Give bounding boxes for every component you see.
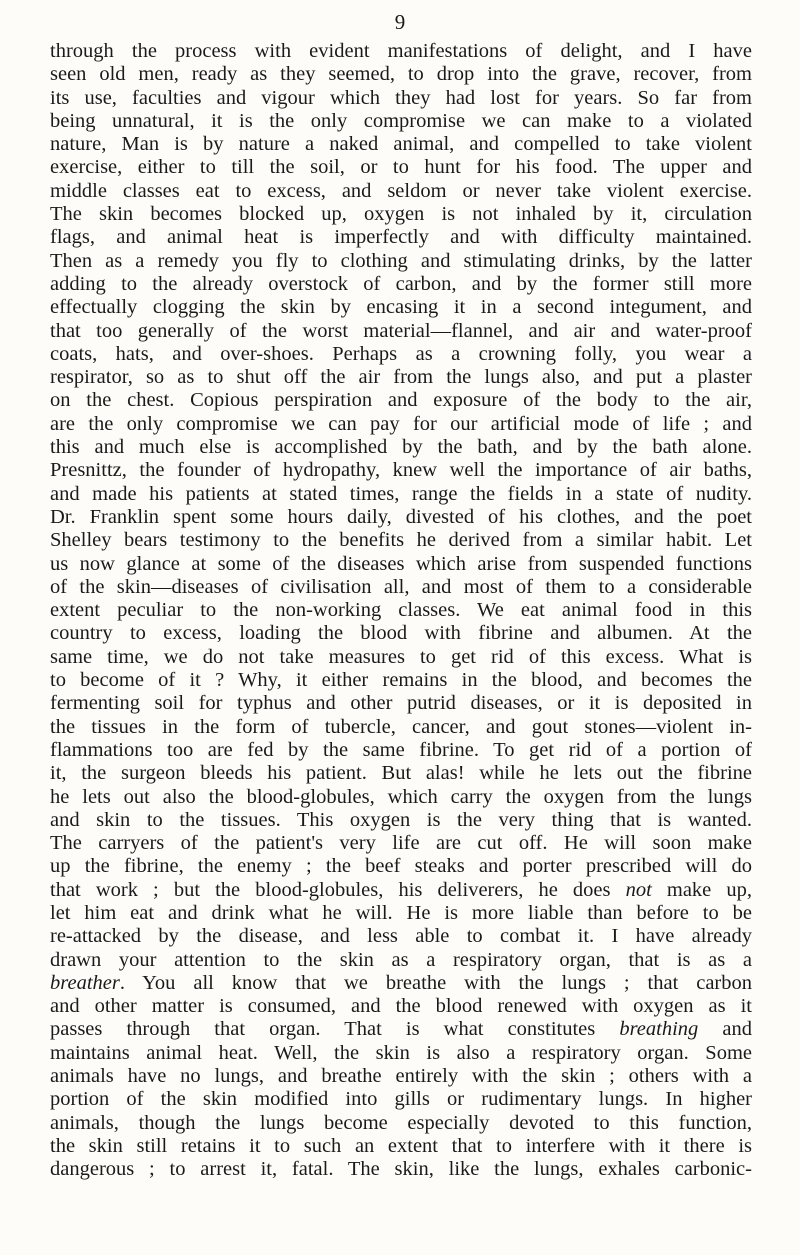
text-line: its use, faculties and vigour which they had lost for years. So far from <box>50 86 752 109</box>
text-line: breather. You all know that we breathe with the lungs ; that carbon <box>50 971 752 994</box>
text-line: The skin becomes blocked up, oxygen is not inhaled by it, circulation <box>50 203 752 226</box>
text-line: flags, and animal heat is imperfectly and with difficulty maintained. <box>50 226 752 249</box>
page-number: 9 <box>394 10 406 34</box>
text-line: the tissues in the form of tubercle, cancer, and gout stones—violent in- <box>50 715 752 738</box>
body-text <box>50 40 752 1182</box>
text-line: maintains animal heat. Well, the skin is also a respiratory organ. Some <box>50 1041 752 1064</box>
text-line: animals, though the lungs become especially devoted to this function, <box>50 1111 752 1134</box>
text-line: dangerous ; to arrest it, fatal. The skin, like the lungs, exhales carbonic- <box>50 1158 752 1181</box>
text-line: nature, Man is by nature a naked animal, and compelled to take violent <box>50 133 752 156</box>
text-line: up the fibrine, the enemy ; the beef steaks and porter prescribed will do <box>50 855 752 878</box>
text-line: and skin to the tissues. This oxygen is the very thing that is wanted. <box>50 808 752 831</box>
text-line: through the process with evident manifestations of delight, and I have <box>50 40 752 62</box>
text-line: same time, we do not take measures to get rid of this excess. What is <box>50 645 752 668</box>
text-line: extent peculiar to the non-working classes. We eat animal food in this <box>50 599 752 622</box>
text-line: middle classes eat to excess, and seldom or never take violent exercise. <box>50 179 752 202</box>
text-line: adding to the already overstock of carbon, and by the former still more <box>50 272 752 295</box>
text-line: re-attacked by the disease, and less able to combat it. I have already <box>50 925 752 948</box>
text-line: The carryers of the patient's very life are cut off. He will soon make <box>50 832 752 855</box>
text-line: portion of the skin modified into gills or rudimentary lungs. In higher <box>50 1088 752 1111</box>
text-line: fermenting soil for typhus and other putrid diseases, or it is deposited in <box>50 692 752 715</box>
text-line: coats, hats, and over-shoes. Perhaps as a crowning folly, you wear a <box>50 342 752 365</box>
text-line: drawn your attention to the skin as a respiratory organ, that is as a <box>50 948 752 971</box>
text-line: country to excess, loading the blood with fibrine and albumen. At the <box>50 622 752 645</box>
text-line: Dr. Franklin spent some hours daily, divested of his clothes, and the poet <box>50 505 752 528</box>
text-line: on the chest. Copious perspiration and exposure of the body to the air, <box>50 389 752 412</box>
text-line: passes through that organ. That is what constitutes breathing and <box>50 1018 752 1041</box>
text-line: seen old men, ready as they seemed, to drop into the grave, recover, from <box>50 63 752 86</box>
text-line: the skin still retains it to such an extent that to interfere with it there is <box>50 1134 752 1157</box>
text-line: exercise, either to till the soil, or to hunt for his food. The upper and <box>50 156 752 179</box>
text-line: Shelley bears testimony to the benefits he derived from a similar habit. Let <box>50 529 752 552</box>
text-line: us now glance at some of the diseases which arise from suspended functions <box>50 552 752 575</box>
text-line: this and much else is accomplished by the bath, and by the bath alone. <box>50 436 752 459</box>
text-line: that work ; but the blood-globules, his deliverers, he does not make up, <box>50 878 752 901</box>
text-line: let him eat and drink what he will. He is more liable than before to be <box>50 901 752 924</box>
text-line: Presnittz, the founder of hydropathy, knew well the importance of air baths, <box>50 459 752 482</box>
text-line: effectually clogging the skin by encasing it in a second integument, and <box>50 296 752 319</box>
text-line: animals have no lungs, and breathe entirely with the skin ; others with a <box>50 1065 752 1088</box>
text-line: to become of it ? Why, it either remains in the blood, and becomes the <box>50 669 752 692</box>
text-line: being unnatural, it is the only compromise we can make to a violated <box>50 109 752 132</box>
text-line: it, the surgeon bleeds his patient. But alas! while he lets out the fibrine <box>50 762 752 785</box>
text-line: he lets out also the blood-globules, which carry the oxygen from the lungs <box>50 785 752 808</box>
text-line: respirator, so as to shut off the air from the lungs also, and put a plaster <box>50 366 752 389</box>
text-line: flammations too are fed by the same fibrine. To get rid of a portion of <box>50 738 752 761</box>
text-line: of the skin—diseases of civilisation all, and most of them to a considerable <box>50 575 752 598</box>
text-line: and other matter is consumed, and the blood renewed with oxygen as it <box>50 995 752 1018</box>
text-line: are the only compromise we can pay for our artificial mode of life ; and <box>50 412 752 435</box>
text-line: Then as a remedy you fly to clothing and stimulating drinks, by the latter <box>50 249 752 272</box>
text-line: that too generally of the worst material—flannel, and air and water-proof <box>50 319 752 342</box>
text-line: and made his patients at stated times, range the fields in a state of nudity. <box>50 482 752 505</box>
